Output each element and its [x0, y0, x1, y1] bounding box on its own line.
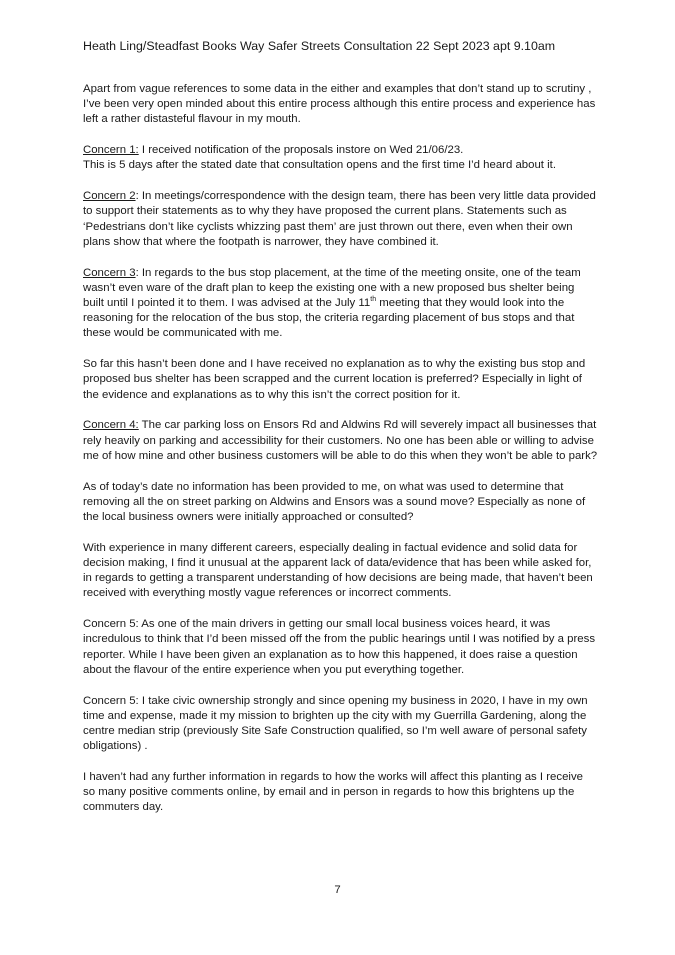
page-number: 7	[334, 884, 341, 896]
closing-paragraph: I haven’t had any further information in regards to how the works will affect this planting as I receive so many positive comments online, by email and in person in regards to how this brightens up the commuters day.	[83, 771, 583, 814]
document-body	[83, 82, 598, 831]
concern-3-text-a: : In regards to the bus stop placement, at the time of the meeting onsite, one of the team wasn’t even ware of the draft plan to keep the existing one with a new proposed bus shelter being built until I pointed it to them. I was advised at the July 11	[83, 266, 581, 310]
document-header: Heath Ling/Steadfast Books Way Safer Streets Consultation 22 Sept 2023 apt 9.10am	[83, 39, 556, 53]
experience-paragraph: With experience in many different careers, especially dealing in factual evidence and solid data for decision making, I find it unusual at the apparent lack of data/evidence that has been while asked for, in regards to getting a transparent understanding of how decisions are being made, that haven’t been received with everything mostly vague references or incorrect comments.	[83, 541, 593, 600]
bus-stop-followup-paragraph: So far this hasn’t been done and I have received no explanation as to why the existing bus stop and proposed bus shelter has been scrapped and the current location is preferred? Especially in light of the evidence and explanations as to why this isn’t the correct position for it.	[83, 358, 586, 401]
superscript-th: th	[370, 296, 377, 304]
concern-2-text: : In meetings/correspondence with the design team, there has been very little data provided to support their statements as to why they have proposed the current plans. Statements such as ‘Pedestrians don’t like cyclists whizzing past them’ are just thrown out there, even when their own plans show that where the footpath is narrower, they have combined it.	[83, 190, 596, 248]
parking-followup-paragraph: As of today’s date no information has been provided to me, on what was used to determine that removing all the on street parking on Aldwins and Ensors was a sound move? Especially as none of the local business owners were initially approached or consulted?	[83, 480, 586, 524]
concern-4-paragraph	[83, 418, 598, 464]
intro-paragraph: Apart from vague references to some data in the either and examples that don’t stand up to scrutiny , I’ve been very open minded about this entire process although this entire process and experience has left a rather distasteful flavour in my mouth.	[83, 83, 596, 126]
concern-4-text: The car parking loss on Ensors Rd and Aldwins Rd will severely impact all businesses that rely heavily on parking and accessibility for their customers. No one has been able or willing to advise me of how mine and other business customers will be able to do this when they won’t be able to park?	[83, 419, 598, 462]
concern-1-text: I received notification of the proposals instore on Wed 21/06/23.	[138, 144, 464, 157]
concern-3-text-b: meeting that they would look into the reasoning for the relocation of the bus stop, the criteria regarding placement of bus stops and that these would be communicated with me.	[83, 297, 575, 340]
concern-1-text-2: This is 5 days after the stated date that consultation opens and the first time I’d heard about it.	[83, 159, 556, 172]
concern-2-paragraph	[83, 189, 598, 250]
concern-3-label: Concern 3	[83, 266, 136, 279]
concern-1-label: Concern 1:	[83, 144, 139, 157]
concern-3-paragraph	[83, 266, 598, 342]
concern-2-label: Concern 2	[83, 190, 136, 203]
concern-5a-paragraph: Concern 5: As one of the main drivers in getting our small local business voices heard, it was incredulous to think that I’d been missed off the from the public hearings until I was notified by a press reporter. While I have been given an explanation as to how this happened, it does raise a question about the flavour of the entire experience when you put everything together.	[83, 618, 596, 676]
concern-5b-paragraph: Concern 5: I take civic ownership strongly and since opening my business in 2020, I have in my own time and expense, made it my mission to brighten up the city with my Guerrilla Gardening, along the centre median strip (previously Site Safe Construction qualified, so I’m well aware of personal safety obligations) .	[83, 694, 588, 753]
concern-1-paragraph	[83, 143, 598, 173]
concern-4-label: Concern 4:	[83, 419, 139, 432]
